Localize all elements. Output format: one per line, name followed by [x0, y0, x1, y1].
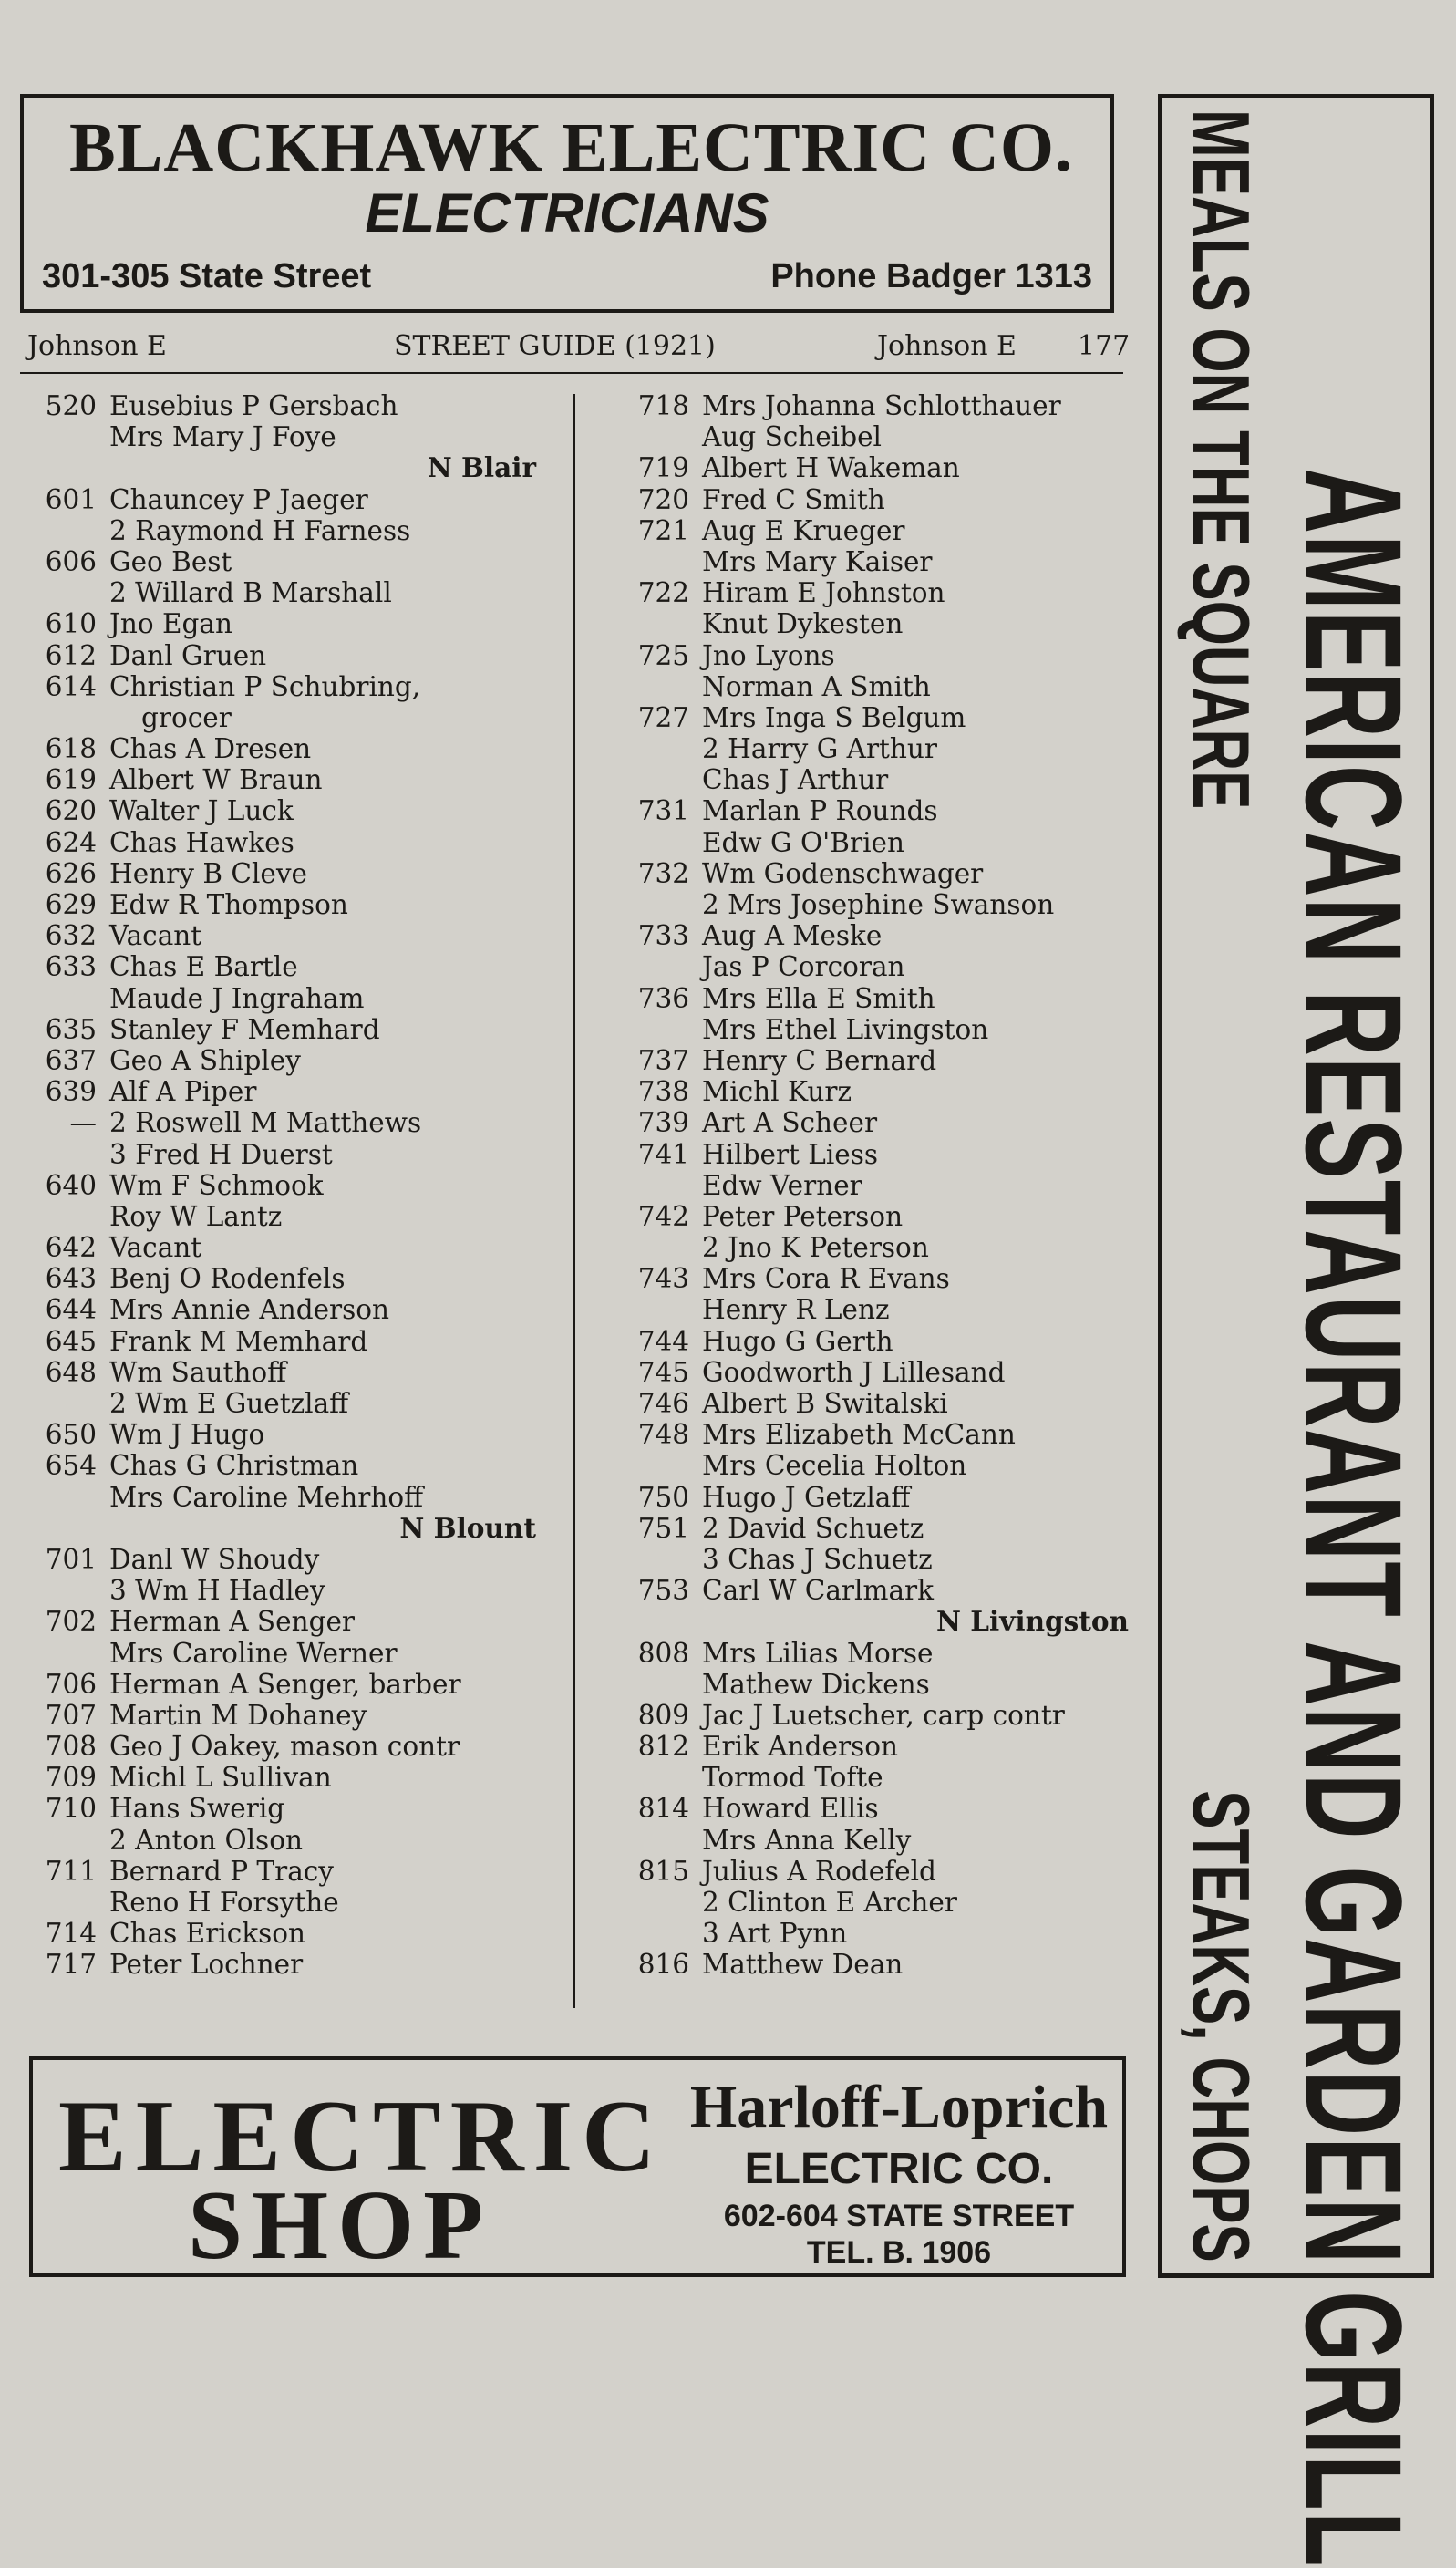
house-number: 720: [637, 483, 689, 515]
resident-name: Mathew Dickens: [702, 1668, 930, 1700]
ad-trade: ELECTRICIANS: [365, 182, 769, 243]
resident-name: Wm Sauthoff: [109, 1356, 287, 1388]
house-number: 710: [45, 1793, 97, 1825]
house-number: 601: [45, 483, 97, 515]
resident-name: Mrs Annie Anderson: [109, 1294, 390, 1326]
resident-name: Chas Hawkes: [109, 826, 294, 858]
listing-row: [629, 1326, 1140, 1357]
listing-row: [629, 1793, 1140, 1824]
listing-row: [36, 1575, 547, 1606]
resident-name: grocer: [141, 701, 232, 733]
house-number: 738: [637, 1076, 689, 1108]
house-number: 750: [637, 1481, 689, 1513]
house-number: 624: [45, 826, 97, 858]
listing-row: [629, 1700, 1140, 1731]
running-head-title: STREET GUIDE (1921): [394, 330, 716, 362]
listing-row: [629, 421, 1140, 452]
listing-row: [629, 1263, 1140, 1294]
resident-name: Mrs Caroline Mehrhoff: [109, 1481, 424, 1513]
listing-row: [629, 1076, 1140, 1107]
house-number: 520: [45, 390, 97, 421]
listing-row: [36, 795, 547, 826]
running-head: [20, 321, 1131, 374]
resident-name: Henry B Cleve: [109, 857, 307, 889]
resident-name: Eusebius P Gersbach: [109, 390, 398, 421]
resident-name: Martin M Dohaney: [109, 1699, 367, 1731]
house-number: 732: [637, 857, 689, 889]
listing-row: [36, 1232, 547, 1263]
street-heading-label: N Livingston: [936, 1605, 1129, 1638]
resident-name: Danl W Shoudy: [109, 1543, 320, 1575]
resident-name: Aug A Meske: [702, 920, 883, 952]
house-number: 809: [637, 1699, 689, 1731]
resident-name: Mrs Anna Kelly: [702, 1824, 912, 1856]
resident-name: Vacant: [109, 920, 202, 952]
listing-row: [629, 1918, 1140, 1949]
listing-row: [36, 1887, 547, 1918]
listing-row: [36, 1326, 547, 1357]
listing-row: [629, 764, 1140, 795]
resident-name: Fred C Smith: [702, 483, 885, 515]
electric-shop-line2: SHOP: [188, 2171, 493, 2280]
resident-name: Chas A Dresen: [109, 733, 312, 765]
listing-row: [36, 1949, 547, 1980]
resident-name: Knut Dykesten: [702, 608, 904, 640]
resident-name: 2 Mrs Josephine Swanson: [702, 889, 1055, 920]
listing-row: [36, 1825, 547, 1856]
resident-name: Edw Verner: [702, 1169, 862, 1201]
side-ad-tagline-right: STEAKS, CHOPS: [1176, 1790, 1266, 2263]
listing-row: [36, 390, 547, 421]
resident-name: Goodworth J Lillesand: [702, 1356, 1006, 1388]
resident-name: Maude J Ingraham: [109, 982, 365, 1014]
side-ad-rotated: [1162, 98, 1430, 2568]
listing-row: [36, 1482, 547, 1513]
listing-row: [36, 1762, 547, 1793]
listing-row: [36, 1700, 547, 1731]
resident-name: Jas P Corcoran: [702, 951, 905, 983]
listing-row: [36, 1076, 547, 1107]
house-number: 644: [45, 1294, 97, 1326]
resident-name: 2 Willard B Marshall: [109, 577, 392, 609]
house-number: 746: [637, 1388, 689, 1419]
house-number: —: [69, 1107, 97, 1139]
listing-row: [629, 1731, 1140, 1762]
listing-row: [629, 1482, 1140, 1513]
electric-shop-line1: ELECTRIC: [58, 2080, 666, 2193]
listing-row: [36, 1419, 547, 1450]
resident-name: Matthew Dean: [702, 1949, 904, 1981]
street-heading: [629, 1606, 1140, 1637]
house-number: 743: [637, 1263, 689, 1295]
listing-row: [629, 858, 1140, 889]
house-number: 612: [45, 639, 97, 671]
resident-name: Mrs Cora R Evans: [702, 1263, 950, 1295]
listing-row: [629, 1014, 1140, 1045]
listing-row: [629, 1949, 1140, 1980]
house-number: 626: [45, 857, 97, 889]
resident-name: 3 Fred H Duerst: [109, 1138, 333, 1170]
house-number: 620: [45, 795, 97, 827]
resident-name: Wm J Hugo: [109, 1419, 265, 1451]
right-column: [629, 390, 1140, 1981]
house-number: 650: [45, 1419, 97, 1451]
listing-row: [36, 1638, 547, 1669]
house-number: 629: [45, 889, 97, 920]
house-number: 635: [45, 1013, 97, 1045]
bottom-advertisement: [29, 2056, 1126, 2280]
house-number: 619: [45, 764, 97, 796]
house-number: 808: [637, 1637, 689, 1669]
listing-row: [629, 484, 1140, 515]
listing-row: [629, 1669, 1140, 1700]
column-divider: [573, 394, 575, 2008]
resident-name: 3 Chas J Schuetz: [702, 1543, 933, 1575]
resident-name: Walter J Luck: [109, 795, 294, 827]
resident-name: Carl W Carlmark: [702, 1575, 935, 1607]
listing-row: [629, 1107, 1140, 1138]
resident-name: Mrs Mary J Foye: [109, 421, 336, 453]
listing-row: [629, 1201, 1140, 1232]
listing-row: [36, 515, 547, 546]
resident-name: Benj O Rodenfels: [109, 1263, 346, 1295]
ad-company-name: BLACKHAWK ELECTRIC CO.: [69, 109, 1073, 186]
listing-row: [36, 1918, 547, 1949]
street-heading: [36, 452, 547, 483]
resident-name: 2 Wm E Guetzlaff: [109, 1388, 349, 1419]
resident-name: Hugo J Getzlaff: [702, 1481, 911, 1513]
resident-name: Albert B Switalski: [702, 1388, 948, 1419]
listing-row: [629, 577, 1140, 608]
resident-name: Jno Lyons: [702, 639, 835, 671]
resident-name: Mrs Inga S Belgum: [702, 701, 966, 733]
resident-name: Norman A Smith: [702, 670, 931, 702]
listing-row: [629, 1357, 1140, 1388]
resident-name: 3 Art Pynn: [702, 1918, 848, 1950]
listing-row: [629, 1170, 1140, 1201]
listing-row: [629, 702, 1140, 733]
resident-name: 2 Clinton E Archer: [702, 1887, 957, 1918]
house-number: 648: [45, 1356, 97, 1388]
listing-row: [36, 1139, 547, 1170]
resident-name: Chauncey P Jaeger: [109, 483, 368, 515]
listing-row: [36, 951, 547, 982]
resident-name: Chas G Christman: [109, 1450, 359, 1482]
listing-row: [629, 608, 1140, 639]
listing-row: [36, 764, 547, 795]
listing-row: [36, 1731, 547, 1762]
resident-name: Michl L Sullivan: [109, 1762, 332, 1794]
house-number: 721: [637, 514, 689, 546]
listing-row: [629, 1045, 1140, 1076]
resident-name: Michl Kurz: [702, 1076, 852, 1108]
resident-name: Wm F Schmook: [109, 1169, 324, 1201]
resident-name: Edw G O'Brien: [702, 826, 904, 858]
resident-name: Geo Best: [109, 545, 232, 577]
listing-row: [629, 1638, 1140, 1669]
house-number: 639: [45, 1076, 97, 1108]
page-number: 177: [1078, 330, 1131, 362]
listing-row: [36, 858, 547, 889]
ad-phone: Phone Badger 1313: [770, 257, 1092, 295]
resident-name: Geo J Oakey, mason contr: [109, 1731, 460, 1763]
listing-row: [36, 827, 547, 858]
house-number: 814: [637, 1793, 689, 1825]
resident-name: Albert H Wakeman: [702, 452, 960, 484]
resident-name: Julius A Rodefeld: [702, 1855, 936, 1887]
resident-name: Mrs Mary Kaiser: [702, 545, 933, 577]
house-number: 751: [637, 1512, 689, 1544]
house-number: 812: [637, 1731, 689, 1763]
listing-row: [36, 1014, 547, 1045]
listing-row: [36, 640, 547, 671]
house-number: 714: [45, 1918, 97, 1950]
house-number: 727: [637, 701, 689, 733]
house-number: 753: [637, 1575, 689, 1607]
house-number: 706: [45, 1668, 97, 1700]
resident-name: Christian P Schubring,: [109, 670, 421, 702]
resident-name: Mrs Cecelia Holton: [702, 1450, 967, 1482]
resident-name: Herman A Senger: [109, 1606, 356, 1638]
listing-row: [36, 1793, 547, 1824]
listing-row: [36, 1669, 547, 1700]
listing-row: [36, 1606, 547, 1637]
listing-row: [36, 671, 547, 702]
house-number: 737: [637, 1044, 689, 1076]
resident-name: Geo A Shipley: [109, 1044, 301, 1076]
bottom-ad-address: 602-604 STATE STREET: [723, 2199, 1075, 2233]
listing-row: [629, 1232, 1140, 1263]
house-number: 719: [637, 452, 689, 484]
resident-name: Howard Ellis: [702, 1793, 879, 1825]
resident-name: Tormod Tofte: [702, 1762, 883, 1794]
resident-name: Mrs Ethel Livingston: [702, 1013, 989, 1045]
left-column: [36, 390, 547, 1981]
listing-row: [629, 452, 1140, 483]
listing-row: [36, 889, 547, 920]
side-ad-tagline-left: MEALS ON THE SQUARE: [1176, 109, 1266, 810]
house-number: 725: [637, 639, 689, 671]
resident-name: Danl Gruen: [109, 639, 267, 671]
side-advertisement: [1158, 94, 1434, 2568]
house-number: 606: [45, 545, 97, 577]
resident-name: Alf A Piper: [109, 1076, 257, 1108]
resident-name: Edw R Thompson: [109, 889, 348, 920]
resident-name: Mrs Elizabeth McCann: [702, 1419, 1016, 1451]
listing-row: [36, 421, 547, 452]
street-heading-label: N Blount: [399, 1511, 536, 1544]
resident-name: Art A Scheer: [702, 1107, 878, 1139]
listing-row: [36, 1450, 547, 1481]
listing-row: [36, 608, 547, 639]
house-number: 618: [45, 733, 97, 765]
house-number: 717: [45, 1949, 97, 1981]
house-number: 632: [45, 920, 97, 952]
resident-name: Hiram E Johnston: [702, 577, 945, 609]
resident-name: Marlan P Rounds: [702, 795, 938, 827]
resident-name: Stanley F Memhard: [109, 1013, 380, 1045]
resident-name: Henry C Bernard: [702, 1044, 937, 1076]
resident-name: Peter Lochner: [109, 1949, 304, 1981]
resident-name: Albert W Braun: [109, 764, 323, 796]
house-number: 741: [637, 1138, 689, 1170]
listing-row: [629, 390, 1140, 421]
house-number: 816: [637, 1949, 689, 1981]
resident-name: Wm Godenschwager: [702, 857, 984, 889]
listing-row: [629, 1419, 1140, 1450]
house-number: 709: [45, 1762, 97, 1794]
listing-row: [629, 1388, 1140, 1419]
listing-row: [629, 827, 1140, 858]
house-number: 748: [637, 1419, 689, 1451]
listing-row: [36, 1294, 547, 1325]
listing-row: [36, 1263, 547, 1294]
listing-row: [36, 546, 547, 577]
house-number: 731: [637, 795, 689, 827]
house-number: 733: [637, 920, 689, 952]
resident-name: Jno Egan: [109, 608, 232, 640]
listing-row: [629, 795, 1140, 826]
resident-name: 2 Harry G Arthur: [702, 733, 938, 765]
listing-row: [629, 671, 1140, 702]
house-number: 610: [45, 608, 97, 640]
resident-name: Hans Swerig: [109, 1793, 285, 1825]
running-head-left: Johnson E: [27, 330, 167, 362]
listing-row: [629, 1762, 1140, 1793]
house-number: 645: [45, 1325, 97, 1357]
house-number: 614: [45, 670, 97, 702]
resident-name: Mrs Caroline Werner: [109, 1637, 398, 1669]
top-advertisement: [20, 94, 1114, 313]
listing-row: [629, 733, 1140, 764]
listing-row: [629, 1856, 1140, 1887]
listing-row: [629, 640, 1140, 671]
resident-name: 2 Anton Olson: [109, 1824, 303, 1856]
listing-row: [36, 733, 547, 764]
listing-row: [629, 889, 1140, 920]
running-head-right: Johnson E: [877, 330, 1017, 362]
resident-name: 2 Roswell M Matthews: [109, 1107, 422, 1139]
resident-name: Aug E Krueger: [702, 514, 905, 546]
listing-row: [36, 484, 547, 515]
house-number: 722: [637, 577, 689, 609]
listing-row: [36, 577, 547, 608]
house-number: 640: [45, 1169, 97, 1201]
resident-name: Chas Erickson: [109, 1918, 306, 1950]
house-number: 739: [637, 1107, 689, 1139]
resident-name: Jac J Luetscher, carp contr: [702, 1699, 1065, 1731]
listing-row: [36, 1201, 547, 1232]
house-number: 736: [637, 982, 689, 1014]
listing-row: [36, 1357, 547, 1388]
listing-row: [629, 1887, 1140, 1918]
resident-name: 3 Wm H Hadley: [109, 1575, 325, 1607]
listing-row: [629, 1575, 1140, 1606]
side-ad-name: AMERICAN RESTAURANT AND GARDEN GRILL: [1277, 468, 1430, 2568]
house-number: 702: [45, 1606, 97, 1638]
listing-row: [36, 1045, 547, 1076]
listing-row: [36, 1544, 547, 1575]
listing-row: [629, 1825, 1140, 1856]
resident-name: Hugo G Gerth: [702, 1325, 893, 1357]
house-number: 815: [637, 1855, 689, 1887]
house-number: 744: [637, 1325, 689, 1357]
resident-name: Chas J Arthur: [702, 764, 889, 796]
house-number: 707: [45, 1699, 97, 1731]
house-number: 718: [637, 390, 689, 421]
resident-name: Roy W Lantz: [109, 1200, 283, 1232]
listing-row: [629, 951, 1140, 982]
house-number: 654: [45, 1450, 97, 1482]
resident-name: Mrs Ella E Smith: [702, 982, 935, 1014]
resident-name: Chas E Bartle: [109, 951, 298, 983]
house-number: 642: [45, 1232, 97, 1264]
listing-row: [36, 1107, 547, 1138]
house-number: 745: [637, 1356, 689, 1388]
listing-row: [629, 515, 1140, 546]
resident-name: Frank M Memhard: [109, 1325, 368, 1357]
resident-name: Erik Anderson: [702, 1731, 898, 1763]
resident-name: Peter Peterson: [702, 1200, 904, 1232]
listing-row: [629, 546, 1140, 577]
resident-name: Hilbert Liess: [702, 1138, 879, 1170]
listing-row: [629, 1139, 1140, 1170]
resident-name: Bernard P Tracy: [109, 1855, 334, 1887]
bottom-ad-tel: TEL. B. 1906: [806, 2235, 992, 2270]
house-number: 643: [45, 1263, 97, 1295]
street-heading-label: N Blair: [427, 451, 536, 484]
resident-name: Herman A Senger, barber: [109, 1668, 461, 1700]
listing-row: [36, 1856, 547, 1887]
listing-row: [36, 983, 547, 1014]
listing-row: [629, 1513, 1140, 1544]
listing-row: [36, 920, 547, 951]
listing-row: [629, 1450, 1140, 1481]
listing-row: [36, 702, 547, 733]
house-number: 701: [45, 1543, 97, 1575]
resident-name: 2 Jno K Peterson: [702, 1232, 929, 1264]
resident-name: Henry R Lenz: [702, 1294, 890, 1326]
house-number: 633: [45, 951, 97, 983]
listing-row: [629, 1294, 1140, 1325]
house-number: 742: [637, 1200, 689, 1232]
listing-row: [629, 1544, 1140, 1575]
house-number: 637: [45, 1044, 97, 1076]
listing-row: [629, 920, 1140, 951]
listing-row: [36, 1170, 547, 1201]
bottom-ad-company: Harloff-Loprich: [689, 2074, 1109, 2140]
street-heading: [36, 1513, 547, 1544]
resident-name: Reno H Forsythe: [109, 1887, 339, 1918]
house-number: 708: [45, 1731, 97, 1763]
resident-name: Aug Scheibel: [702, 421, 882, 453]
listing-row: [629, 983, 1140, 1014]
listing-row: [36, 1388, 547, 1419]
resident-name: Mrs Johanna Schlotthauer: [702, 390, 1061, 421]
house-number: 711: [45, 1855, 97, 1887]
ad-address: 301-305 State Street: [42, 257, 372, 295]
resident-name: Vacant: [109, 1232, 202, 1264]
resident-name: 2 Raymond H Farness: [109, 514, 411, 546]
resident-name: 2 David Schuetz: [702, 1512, 924, 1544]
bottom-ad-company-line2: ELECTRIC CO.: [744, 2145, 1054, 2193]
resident-name: Mrs Lilias Morse: [702, 1637, 934, 1669]
